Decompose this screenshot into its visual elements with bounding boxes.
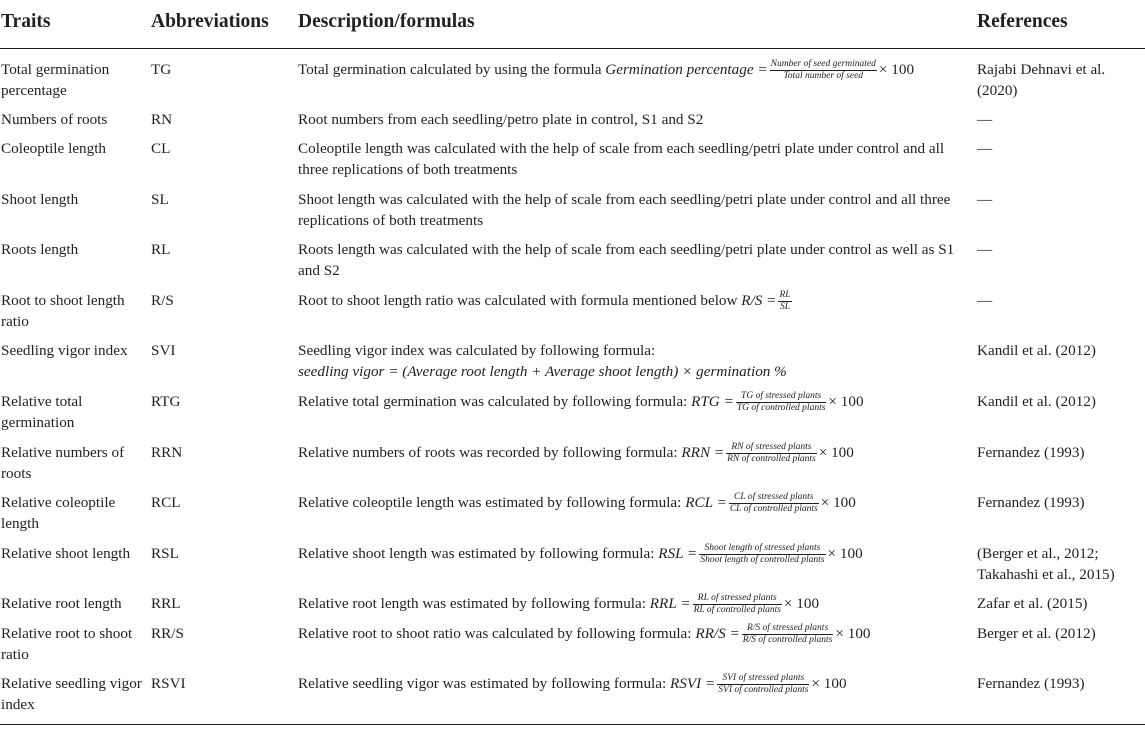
trait-cell: Relative total germination [1,392,83,431]
trait-cell: Coleoptile length [1,140,107,157]
reference-cell: Rajabi Dehnavi et al. (2020) [977,61,1106,99]
abbr-cell: CL [151,140,171,157]
abbr-cell: RRL [151,595,181,613]
formula: RSVI = $\frac{\text{SVI of stressed plants}}{\text{SVI of controlled plants}}$ × 100 [670,673,847,696]
reference-cell: — [977,140,993,157]
description-text: Root to shoot length ratio was calculated with formula mentioned below [298,291,738,309]
header-row [0,0,1145,49]
description-cell [297,593,976,623]
reference-cell: — [977,190,993,208]
trait-cell: Relative root to shoot ratio [1,624,133,663]
formula: RSL = $\frac{\text{Shoot length of stressed plants}}{\text{Shoot length of controlled plants}}$ × 100 [658,542,863,565]
description-text: Total germination calculated by using the formula [298,61,602,78]
description-cell: Root numbers from each seedling/petro plate in control, S1 and S2 [298,110,704,128]
abbr-cell: RL [151,241,171,259]
formula: RR/S = $\frac{\text{R/S of stressed plants}}{\text{R/S of controlled plants}}$ × 100 [695,622,871,645]
abbr-cell: SL [151,190,169,208]
table-row [0,492,1145,543]
header-description: Description/formulas [297,0,976,49]
description-cell: Coleoptile length was calculated with the help of scale from each seedling/petri plate under control and all three replications of both treatments [298,140,945,178]
formula: RRL = $\frac{\text{RL of stressed plants}}{\text{RL of controlled plants}}$ × 100 [649,593,820,616]
description-text: Relative coleoptile length was estimated by following formula: [298,494,682,512]
abbr-cell: RRN [151,443,183,461]
description-text: Relative numbers of roots was recorded by following formula: [298,443,678,461]
description-cell: Roots length was calculated with the help of scale from each seedling/petri plate under control as well as S1 and S2 [298,241,955,280]
reference-cell: Kandil et al. (2012) [977,342,1096,360]
trait-cell: Total germination percentage [1,61,110,99]
description-cell [297,492,976,543]
trait-cell: Seedling vigor index [1,342,128,360]
description-cell [297,623,976,674]
table-row [0,49,1145,109]
description-text: Relative shoot length was estimated by following formula: [298,544,655,562]
table-row [0,340,1145,391]
reference-cell: Zafar et al. (2015) [977,595,1088,613]
reference-cell: — [977,291,993,309]
reference-cell: Fernandez (1993) [976,673,1145,724]
formula: R/S = $\frac{RL}{SL}$ [741,289,791,312]
formula: RRN = $\frac{\text{RN of stressed plants}}{\text{RN of controlled plants}}$ × 100 [681,441,854,464]
table-row [0,673,1145,724]
table-row [0,290,1145,341]
description-cell [297,290,976,341]
header-references: References [976,0,1145,49]
abbr-cell: RTG [151,392,181,410]
abbr-cell: R/S [151,291,174,309]
formula: seedling vigor = (Average root length + Average shoot length) × germination % [298,363,787,381]
formula: RTG = $\frac{\text{TG of stressed plants}}{\text{TG of controlled plants}}$ × 100 [691,390,864,413]
reference-cell: — [977,241,993,259]
table-row [0,109,1145,139]
reference-cell: Berger et al. (2012) [977,624,1096,642]
table-row [0,239,1145,290]
table-row [0,442,1145,493]
table-row [0,593,1145,623]
description-text: Relative root to shoot ratio was calculated by following formula: [298,624,692,642]
trait-cell: Roots length [1,241,79,259]
abbr-cell: RSVI [150,673,297,724]
table-row [0,138,1145,189]
reference-cell: (Berger et al., 2012; Takahashi et al., 2015) [977,544,1115,583]
table-row [0,391,1145,442]
reference-cell: Fernandez (1993) [977,443,1085,461]
description-cell [297,391,976,442]
trait-cell: Relative coleoptile length [1,494,116,533]
abbr-cell: RCL [151,494,181,512]
header-abbreviations: Abbreviations [150,0,297,49]
trait-cell: Shoot length [1,190,79,208]
trait-cell: Relative seedling vigor index [0,673,150,724]
abbr-cell: RSL [151,544,179,562]
description-cell: Shoot length was calculated with the help of scale from each seedling/petri plate under control and all three replications of both treatments [298,190,951,229]
description-cell [297,49,976,109]
reference-cell: Fernandez (1993) [977,494,1085,512]
reference-cell: Kandil et al. (2012) [977,392,1096,410]
description-text: Relative total germination was calculated by following formula: [298,392,688,410]
abbr-cell: SVI [151,342,176,360]
abbr-cell: RR/S [151,624,184,642]
table-row [0,623,1145,674]
trait-cell: Relative numbers of roots [1,443,125,482]
description-cell [297,673,976,724]
formula: Germination percentage = $\frac{\text{Number of seed germinated}}{\text{Total number of seed}}$ × 100 [605,59,915,82]
description-text: Relative root length was estimated by following formula: [298,595,646,613]
description-text: Relative seedling vigor was estimated by following formula: [298,675,667,693]
header-traits: Traits [0,0,150,49]
table-row [0,543,1145,594]
abbr-cell: RN [151,110,173,128]
reference-cell: — [977,110,993,128]
formula: RCL = $\frac{\text{CL of stressed plants}}{\text{CL of controlled plants}}$ × 100 [685,492,856,515]
trait-cell: Root to shoot length ratio [1,291,125,330]
description-cell [297,340,976,391]
description-text: Seedling vigor index was calculated by following formula: [298,342,656,360]
description-cell [297,543,976,594]
abbr-cell: TG [151,61,172,78]
trait-cell: Numbers of roots [1,110,108,128]
trait-cell: Relative root length [1,595,122,613]
trait-cell: Relative shoot length [1,544,131,562]
description-cell [297,442,976,493]
table-row [0,189,1145,240]
